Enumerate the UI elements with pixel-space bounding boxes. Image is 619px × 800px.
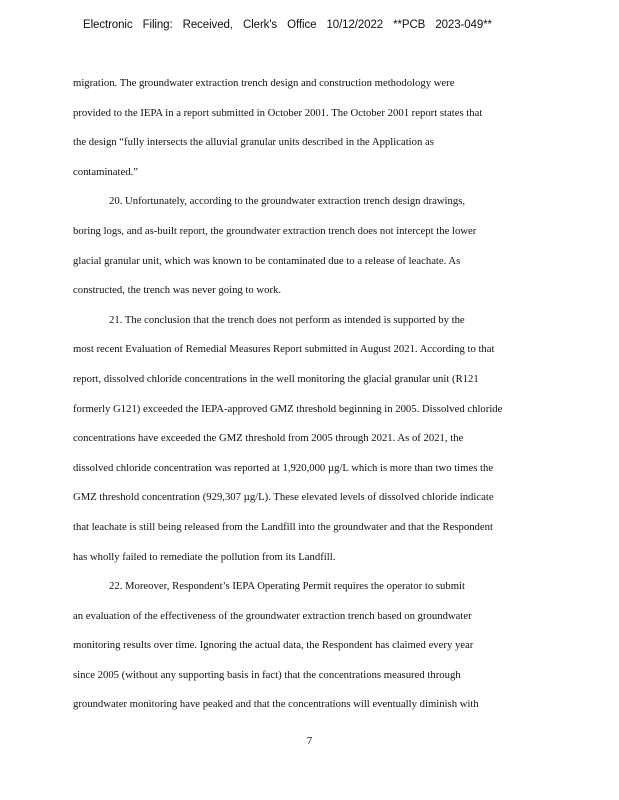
text-line: 22. Moreover, Respondent’s IEPA Operating Permit requires the operator to submit xyxy=(109,580,465,593)
text-line: 20. Unfortunately, according to the groundwater extraction trench design drawings, xyxy=(109,195,466,208)
paragraph-21 xyxy=(73,306,563,572)
text-line: the design “fully intersects the alluvial granular units described in the Application as xyxy=(73,136,434,149)
filing-stamp-header: Electronic Filing: Received, Clerk's Office 10/12/2022 **PCB 2023-049** xyxy=(83,19,492,31)
text-line: groundwater monitoring have peaked and that the concentrations will eventually diminish with xyxy=(73,698,479,711)
text-line: glacial granular unit, which was known to be contaminated due to a release of leachate. As xyxy=(73,254,461,267)
paragraph-22 xyxy=(73,572,563,720)
text-line: concentrations have exceeded the GMZ threshold from 2005 through 2021. As of 2021, the xyxy=(73,432,464,445)
text-line: GMZ threshold concentration (929,307 µg/L). These elevated levels of dissolved chloride indicate xyxy=(73,491,494,504)
text-line: 21. The conclusion that the trench does not perform as intended is supported by the xyxy=(109,313,465,326)
text-line: contaminated.” xyxy=(73,165,138,178)
page-number: 7 xyxy=(306,735,313,747)
text-line: that leachate is still being released from the Landfill into the groundwater and that the Respondent xyxy=(73,520,493,533)
text-line: monitoring results over time. Ignoring the actual data, the Respondent has claimed every year xyxy=(73,639,474,652)
text-line: provided to the IEPA in a report submitted in October 2001. The October 2001 report states that xyxy=(73,106,483,119)
text-line: migration. The groundwater extraction trench design and construction methodology were xyxy=(73,77,455,89)
text-line: dissolved chloride concentration was reported at 1,920,000 µg/L which is more than two times the xyxy=(73,461,494,474)
text-line: most recent Evaluation of Remedial Measures Report submitted in August 2021. According to that xyxy=(73,343,495,356)
text-line: since 2005 (without any supporting basis in fact) that the concentrations measured through xyxy=(73,668,461,681)
paragraph-continued xyxy=(73,69,563,187)
paragraph-20 xyxy=(73,187,563,305)
text-line: constructed, the trench was never going to work. xyxy=(73,284,282,297)
text-line: boring logs, and as-built report, the groundwater extraction trench does not intercept the lower xyxy=(73,224,477,237)
text-line: an evaluation of the effectiveness of the groundwater extraction trench based on groundwater xyxy=(73,609,472,622)
text-line: formerly G121) exceeded the IEPA-approved GMZ threshold beginning in 2005. Dissolved chloride xyxy=(73,402,503,415)
body-text xyxy=(73,69,563,720)
text-line: report, dissolved chloride concentrations in the well monitoring the glacial granular unit (R121 xyxy=(73,372,479,385)
text-line: has wholly failed to remediate the pollution from its Landfill. xyxy=(73,550,336,563)
